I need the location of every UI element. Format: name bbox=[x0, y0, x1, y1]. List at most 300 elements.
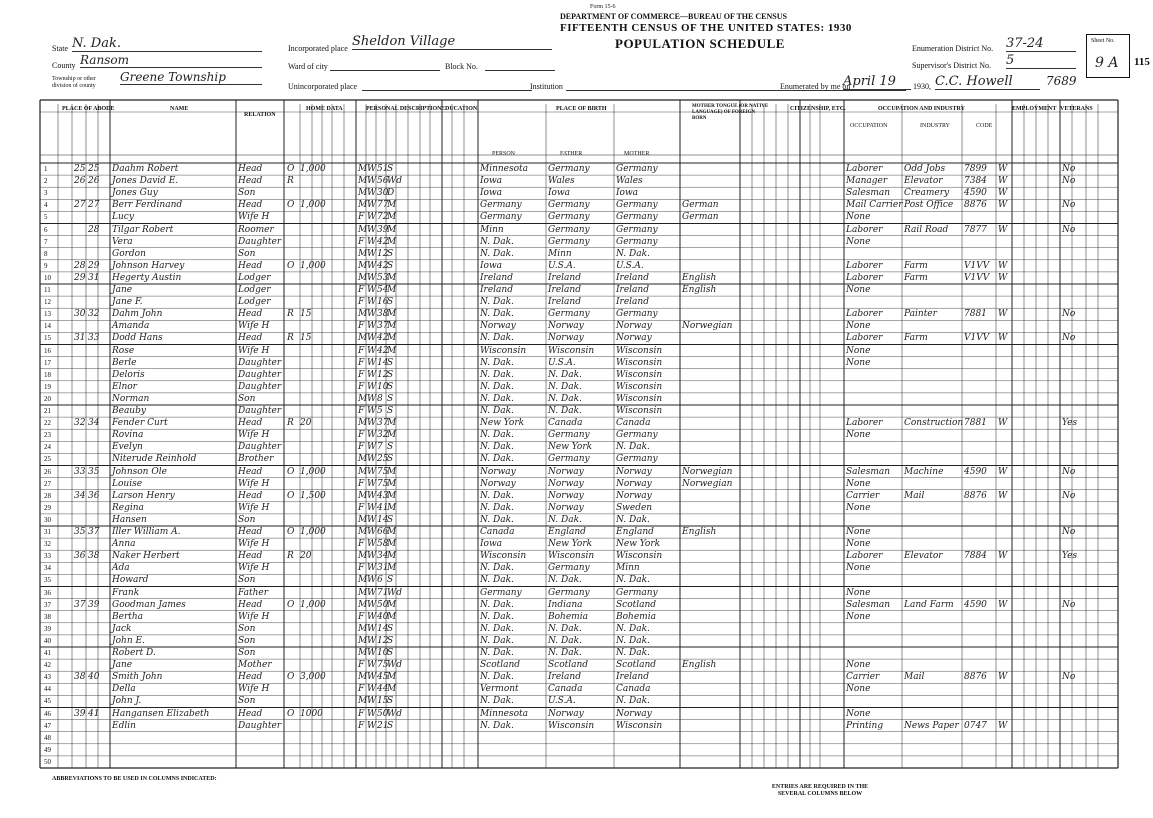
unincorporated-label: Unincorporated place bbox=[288, 82, 358, 91]
age: 58 bbox=[377, 539, 389, 550]
person-name: John E. bbox=[112, 635, 145, 646]
family-number: 26 bbox=[88, 176, 100, 187]
race: W bbox=[367, 672, 377, 683]
sex: F bbox=[358, 539, 365, 550]
marital-status: S bbox=[387, 297, 394, 308]
employment-class: W bbox=[998, 551, 1008, 562]
birthplace-person: Minnesota bbox=[480, 708, 529, 719]
table-row bbox=[0, 538, 1153, 550]
sex: F bbox=[358, 297, 365, 308]
subheader-father: FATHER bbox=[560, 151, 583, 157]
marital-status: S bbox=[387, 442, 394, 453]
person-name: Dodd Hans bbox=[112, 333, 163, 344]
marital-status: M bbox=[387, 200, 397, 211]
home-tenure: R bbox=[287, 333, 294, 344]
person-name: Jane bbox=[112, 660, 133, 671]
marital-status: M bbox=[387, 490, 397, 501]
header-education: EDUCATION bbox=[441, 106, 478, 112]
sex: M bbox=[358, 418, 368, 429]
census-title: FIFTEENTH CENSUS OF THE UNITED STATES: 1930 bbox=[560, 22, 852, 34]
sex: F bbox=[358, 720, 365, 731]
birthplace-mother: Germany bbox=[616, 236, 658, 247]
person-name: John J. bbox=[112, 696, 142, 707]
sex: F bbox=[358, 684, 365, 695]
birthplace-father: N. Dak. bbox=[548, 393, 582, 404]
race: W bbox=[367, 599, 377, 610]
sex: M bbox=[358, 599, 368, 610]
occupation: None bbox=[846, 611, 871, 622]
age: 42 bbox=[377, 345, 389, 356]
age: 41 bbox=[377, 502, 389, 513]
line-number: 42 bbox=[44, 661, 51, 670]
marital-status: S bbox=[387, 248, 394, 259]
age: 39 bbox=[377, 224, 389, 235]
dwelling-number: 27 bbox=[74, 200, 86, 211]
line-number: 2 bbox=[44, 177, 48, 186]
race: W bbox=[367, 575, 377, 586]
table-row bbox=[0, 599, 1153, 611]
marital-status: M bbox=[387, 478, 397, 489]
line-number: 23 bbox=[44, 431, 51, 440]
relation: Head bbox=[238, 599, 263, 610]
employment-class: W bbox=[998, 672, 1008, 683]
birthplace-person: N. Dak. bbox=[480, 648, 514, 658]
birthplace-father: Germany bbox=[548, 563, 590, 574]
birthplace-father: Germany bbox=[548, 309, 590, 320]
table-row bbox=[0, 345, 1153, 357]
institution-label: Institution bbox=[530, 82, 563, 91]
relation: Son bbox=[238, 696, 256, 707]
birthplace-father: Ireland bbox=[548, 272, 581, 283]
age: 10 bbox=[377, 381, 389, 392]
line-number: 5 bbox=[44, 213, 48, 222]
line-number: 19 bbox=[44, 382, 51, 391]
birthplace-father: Wisconsin bbox=[548, 720, 595, 731]
home-value: 1000 bbox=[300, 708, 323, 719]
line-number: 20 bbox=[44, 394, 51, 403]
person-name: Frank bbox=[112, 587, 140, 598]
race: W bbox=[367, 248, 377, 259]
home-tenure: R bbox=[287, 309, 294, 320]
line-number: 3 bbox=[44, 189, 48, 198]
home-tenure: O bbox=[287, 164, 295, 174]
occupation: None bbox=[846, 684, 871, 695]
line-number: 49 bbox=[44, 745, 51, 754]
age: 72 bbox=[377, 212, 389, 223]
relation: Head bbox=[238, 418, 263, 429]
occupation: None bbox=[846, 539, 871, 550]
relation: Daughter bbox=[238, 357, 282, 368]
race: W bbox=[367, 648, 377, 658]
sex: M bbox=[358, 575, 368, 586]
home-tenure: O bbox=[287, 200, 295, 211]
relation: Head bbox=[238, 672, 263, 683]
dwelling-number: 39 bbox=[74, 708, 86, 719]
race: W bbox=[367, 708, 377, 719]
person-name: Vera bbox=[112, 236, 133, 247]
line-number: 29 bbox=[44, 503, 51, 512]
birthplace-mother: Wisconsin bbox=[616, 357, 663, 368]
sex: F bbox=[358, 611, 365, 622]
birthplace-mother: Germany bbox=[616, 454, 658, 465]
marital-status: S bbox=[387, 357, 394, 368]
table-row bbox=[0, 199, 1153, 211]
occupation: Laborer bbox=[846, 333, 883, 344]
birthplace-mother: N. Dak. bbox=[616, 635, 650, 646]
veteran-status: No bbox=[1062, 466, 1076, 477]
birthplace-person: Iowa bbox=[480, 260, 503, 271]
person-name: Elnor bbox=[112, 381, 137, 392]
sex: F bbox=[358, 285, 365, 295]
age: 15 bbox=[377, 696, 389, 707]
relation: Son bbox=[238, 514, 256, 525]
marital-status: M bbox=[387, 345, 397, 356]
table-row bbox=[0, 320, 1153, 332]
line-number: 34 bbox=[44, 564, 51, 573]
line-number: 6 bbox=[44, 225, 48, 234]
table-row bbox=[0, 659, 1153, 671]
occupation: None bbox=[846, 321, 871, 332]
birthplace-mother: Norway bbox=[616, 490, 652, 501]
birthplace-father: N. Dak. bbox=[548, 369, 582, 380]
sex: F bbox=[358, 321, 365, 332]
form-number: Form 15-6 bbox=[590, 4, 616, 10]
person-name: Daahm Robert bbox=[112, 164, 179, 174]
person-name: Goodman James bbox=[112, 599, 186, 610]
family-number: 41 bbox=[88, 708, 100, 719]
birthplace-father: Indiana bbox=[548, 599, 583, 610]
age: 77 bbox=[377, 200, 389, 211]
table-row bbox=[0, 248, 1153, 260]
marital-status: M bbox=[387, 672, 397, 683]
person-name: Amanda bbox=[112, 321, 150, 332]
relation: Wife H bbox=[238, 321, 270, 332]
relation: Wife H bbox=[238, 563, 270, 574]
birthplace-mother: Norway bbox=[616, 321, 652, 332]
occupation: Printing bbox=[846, 720, 884, 731]
township-label: Township or other division of county bbox=[52, 76, 96, 89]
sex: F bbox=[358, 381, 365, 392]
age: 43 bbox=[377, 490, 389, 501]
birthplace-father: Germany bbox=[548, 587, 590, 598]
veteran-status: No bbox=[1062, 672, 1076, 683]
birthplace-mother: Germany bbox=[616, 309, 658, 320]
occupation: None bbox=[846, 345, 871, 356]
birthplace-person: N. Dak. bbox=[480, 297, 514, 308]
person-name: Evelyn bbox=[112, 442, 143, 453]
employment-class: W bbox=[998, 200, 1008, 211]
header-tongue: MOTHER TONGUE (OR NATIVE LANGUAGE) OF FOREIGN BORN bbox=[692, 104, 769, 121]
table-row bbox=[0, 574, 1153, 586]
birthplace-person: N. Dak. bbox=[480, 369, 514, 380]
birthplace-person: N. Dak. bbox=[480, 333, 514, 344]
age: 54 bbox=[377, 285, 389, 295]
birthplace-father: N. Dak. bbox=[548, 575, 582, 586]
sex: F bbox=[358, 369, 365, 380]
marital-status: S bbox=[387, 696, 394, 707]
race: W bbox=[367, 224, 377, 235]
age: 37 bbox=[377, 321, 389, 332]
occupation: None bbox=[846, 285, 871, 295]
line-number: 50 bbox=[44, 757, 51, 766]
marital-status: Wd bbox=[387, 708, 403, 719]
birthplace-person: N. Dak. bbox=[480, 309, 514, 320]
sex: M bbox=[358, 200, 368, 211]
line-number: 27 bbox=[44, 479, 51, 488]
birthplace-person: N. Dak. bbox=[480, 381, 514, 392]
occupation-code: 7881 bbox=[964, 418, 987, 429]
birthplace-person: Ireland bbox=[480, 285, 513, 295]
race: W bbox=[367, 188, 377, 199]
birthplace-person: Iowa bbox=[480, 188, 503, 199]
birthplace-person: Minn bbox=[480, 224, 504, 235]
birthplace-person: N. Dak. bbox=[480, 720, 514, 731]
marital-status: M bbox=[387, 539, 397, 550]
birthplace-father: Germany bbox=[548, 224, 590, 235]
table-row bbox=[0, 272, 1153, 284]
marital-status: M bbox=[387, 430, 397, 441]
veteran-status: Yes bbox=[1062, 418, 1078, 429]
subheader-person: PERSON bbox=[492, 151, 516, 157]
birthplace-person: N. Dak. bbox=[480, 490, 514, 501]
birthplace-person: Norway bbox=[480, 321, 516, 332]
birthplace-mother: Norway bbox=[616, 478, 652, 489]
relation: Brother bbox=[238, 454, 274, 465]
mother-tongue: Norwegian bbox=[682, 321, 733, 332]
marital-status: D bbox=[387, 188, 395, 199]
race: W bbox=[367, 418, 377, 429]
header-citizenship: CITIZENSHIP, ETC. bbox=[790, 106, 846, 112]
race: W bbox=[367, 321, 377, 332]
sex: M bbox=[358, 454, 368, 465]
relation: Wife H bbox=[238, 539, 270, 550]
sex: M bbox=[358, 248, 368, 259]
family-number: 28 bbox=[88, 224, 100, 235]
relation: Wife H bbox=[238, 345, 270, 356]
marital-status: Wd bbox=[387, 660, 403, 671]
birthplace-person: N. Dak. bbox=[480, 236, 514, 247]
line-number: 12 bbox=[44, 298, 51, 307]
occupation: Laborer bbox=[846, 224, 883, 235]
line-number: 11 bbox=[44, 286, 51, 294]
relation: Head bbox=[238, 260, 263, 271]
birthplace-person: N. Dak. bbox=[480, 672, 514, 683]
race: W bbox=[367, 430, 377, 441]
occupation: Manager bbox=[846, 176, 888, 187]
family-number: 35 bbox=[88, 466, 100, 477]
person-name: Rovina bbox=[112, 430, 144, 441]
birthplace-person: N. Dak. bbox=[480, 563, 514, 574]
mother-tongue: English bbox=[682, 285, 717, 295]
occupation: Carrier bbox=[846, 490, 880, 501]
relation: Head bbox=[238, 309, 263, 320]
age: 25 bbox=[377, 454, 389, 465]
birthplace-father: U.S.A. bbox=[548, 260, 576, 271]
age: 34 bbox=[377, 551, 389, 562]
home-tenure: R bbox=[287, 551, 294, 562]
birthplace-person: Wisconsin bbox=[480, 345, 527, 356]
person-name: Ada bbox=[112, 563, 130, 574]
line-number: 48 bbox=[44, 733, 51, 742]
relation: Head bbox=[238, 527, 263, 537]
sex: M bbox=[358, 466, 368, 477]
race: W bbox=[367, 381, 377, 392]
person-name: Deloris bbox=[112, 369, 145, 380]
occupation: None bbox=[846, 527, 871, 537]
person-name: Robert D. bbox=[112, 648, 156, 658]
mother-tongue: German bbox=[682, 200, 719, 211]
birthplace-mother: Canada bbox=[616, 684, 651, 695]
birthplace-father: N. Dak. bbox=[548, 623, 582, 634]
birthplace-father: Germany bbox=[548, 200, 590, 211]
sex: F bbox=[358, 236, 365, 247]
occupation-code: 4590 bbox=[964, 188, 987, 199]
home-tenure: O bbox=[287, 599, 295, 610]
enumerated-label: Enumerated by me on bbox=[780, 82, 851, 91]
birthplace-mother: Canada bbox=[616, 418, 651, 429]
marital-status: S bbox=[387, 514, 394, 525]
age: 44 bbox=[377, 684, 389, 695]
occupation-code: 8876 bbox=[964, 200, 987, 211]
race: W bbox=[367, 236, 377, 247]
age: 75 bbox=[377, 466, 389, 477]
table-row bbox=[0, 224, 1153, 236]
birthplace-father: N. Dak. bbox=[548, 648, 582, 658]
race: W bbox=[367, 587, 377, 598]
marital-status: M bbox=[387, 321, 397, 332]
age: 32 bbox=[377, 430, 389, 441]
marital-status: S bbox=[387, 720, 394, 731]
occupation: Laborer bbox=[846, 309, 883, 320]
sex: F bbox=[358, 478, 365, 489]
employment-class: W bbox=[998, 224, 1008, 235]
sex: M bbox=[358, 176, 368, 187]
age: 75 bbox=[377, 660, 389, 671]
sex: M bbox=[358, 188, 368, 199]
marital-status: S bbox=[387, 406, 394, 416]
subheader-occupation: OCCUPATION bbox=[850, 123, 888, 129]
employment-class: W bbox=[998, 260, 1008, 271]
birthplace-father: N. Dak. bbox=[548, 635, 582, 646]
table-row bbox=[0, 671, 1153, 683]
race: W bbox=[367, 442, 377, 453]
block-label: Block No. bbox=[445, 62, 478, 71]
occupation-code: V1VV bbox=[964, 272, 990, 283]
relation: Daughter bbox=[238, 236, 282, 247]
birthplace-father: Ireland bbox=[548, 285, 581, 295]
sheet-stamp: 115 bbox=[1134, 56, 1150, 68]
township-value: Greene Township bbox=[120, 70, 262, 85]
relation: Wife H bbox=[238, 212, 270, 223]
person-name: Johnson Ole bbox=[112, 466, 167, 477]
birthplace-father: England bbox=[548, 527, 586, 537]
age: 40 bbox=[377, 611, 389, 622]
employment-class: W bbox=[998, 188, 1008, 199]
occupation: Carrier bbox=[846, 672, 880, 683]
marital-status: S bbox=[387, 454, 394, 465]
birthplace-person: Minnesota bbox=[480, 164, 529, 174]
table-row bbox=[0, 611, 1153, 623]
sheet-value: 9 A bbox=[1095, 55, 1119, 71]
birthplace-mother: New York bbox=[616, 539, 661, 550]
age: 66 bbox=[377, 527, 389, 537]
sex: M bbox=[358, 696, 368, 707]
relation: Head bbox=[238, 490, 263, 501]
relation: Son bbox=[238, 648, 256, 658]
race: W bbox=[367, 660, 377, 671]
employment-class: W bbox=[998, 176, 1008, 187]
race: W bbox=[367, 164, 377, 174]
occupation-code: 7877 bbox=[964, 224, 987, 235]
home-tenure: O bbox=[287, 260, 295, 271]
birthplace-mother: Germany bbox=[616, 430, 658, 441]
birthplace-mother: Ireland bbox=[616, 297, 649, 308]
occupation-code: 8876 bbox=[964, 672, 987, 683]
table-row bbox=[0, 211, 1153, 223]
table-row bbox=[0, 417, 1153, 429]
mother-tongue: English bbox=[682, 527, 717, 537]
marital-status: S bbox=[387, 575, 394, 586]
occupation-code: V1VV bbox=[964, 333, 990, 344]
incorporated-place-label: Incorporated place bbox=[288, 44, 348, 53]
marital-status: M bbox=[387, 599, 397, 610]
home-tenure: O bbox=[287, 490, 295, 501]
race: W bbox=[367, 478, 377, 489]
birthplace-mother: Scotland bbox=[616, 660, 657, 671]
line-number: 15 bbox=[44, 334, 51, 343]
birthplace-mother: Germany bbox=[616, 164, 658, 174]
subheader-mother: MOTHER bbox=[624, 151, 650, 157]
birthplace-mother: Wisconsin bbox=[616, 551, 663, 562]
person-name: Louise bbox=[112, 478, 143, 489]
marital-status: S bbox=[387, 164, 394, 174]
person-name: Regina bbox=[112, 502, 144, 513]
race: W bbox=[367, 357, 377, 368]
home-value: 1,500 bbox=[300, 490, 326, 501]
relation: Wife H bbox=[238, 684, 270, 695]
dwelling-number: 30 bbox=[74, 309, 86, 320]
birthplace-person: Norway bbox=[480, 466, 516, 477]
race: W bbox=[367, 696, 377, 707]
birthplace-mother: N. Dak. bbox=[616, 623, 650, 634]
age: 10 bbox=[377, 648, 389, 658]
race: W bbox=[367, 393, 377, 404]
age: 42 bbox=[377, 333, 389, 344]
sex: M bbox=[358, 272, 368, 283]
marital-status: S bbox=[387, 260, 394, 271]
age: 42 bbox=[377, 236, 389, 247]
relation: Father bbox=[238, 587, 269, 598]
age: 71 bbox=[377, 587, 389, 598]
birthplace-person: Wisconsin bbox=[480, 551, 527, 562]
table-row bbox=[0, 550, 1153, 562]
birthplace-person: N. Dak. bbox=[480, 248, 514, 259]
race: W bbox=[367, 369, 377, 380]
industry: Land Farm bbox=[904, 599, 954, 610]
race: W bbox=[367, 272, 377, 283]
relation: Head bbox=[238, 466, 263, 477]
birthplace-person: N. Dak. bbox=[480, 635, 514, 646]
relation: Lodger bbox=[238, 285, 271, 295]
birthplace-mother: Germany bbox=[616, 587, 658, 598]
race: W bbox=[367, 623, 377, 634]
birthplace-person: N. Dak. bbox=[480, 454, 514, 465]
line-number: 9 bbox=[44, 261, 48, 270]
line-number: 16 bbox=[44, 346, 51, 355]
schedule-title: POPULATION SCHEDULE bbox=[615, 36, 785, 51]
marital-status: M bbox=[387, 527, 397, 537]
marital-status: M bbox=[387, 285, 397, 295]
